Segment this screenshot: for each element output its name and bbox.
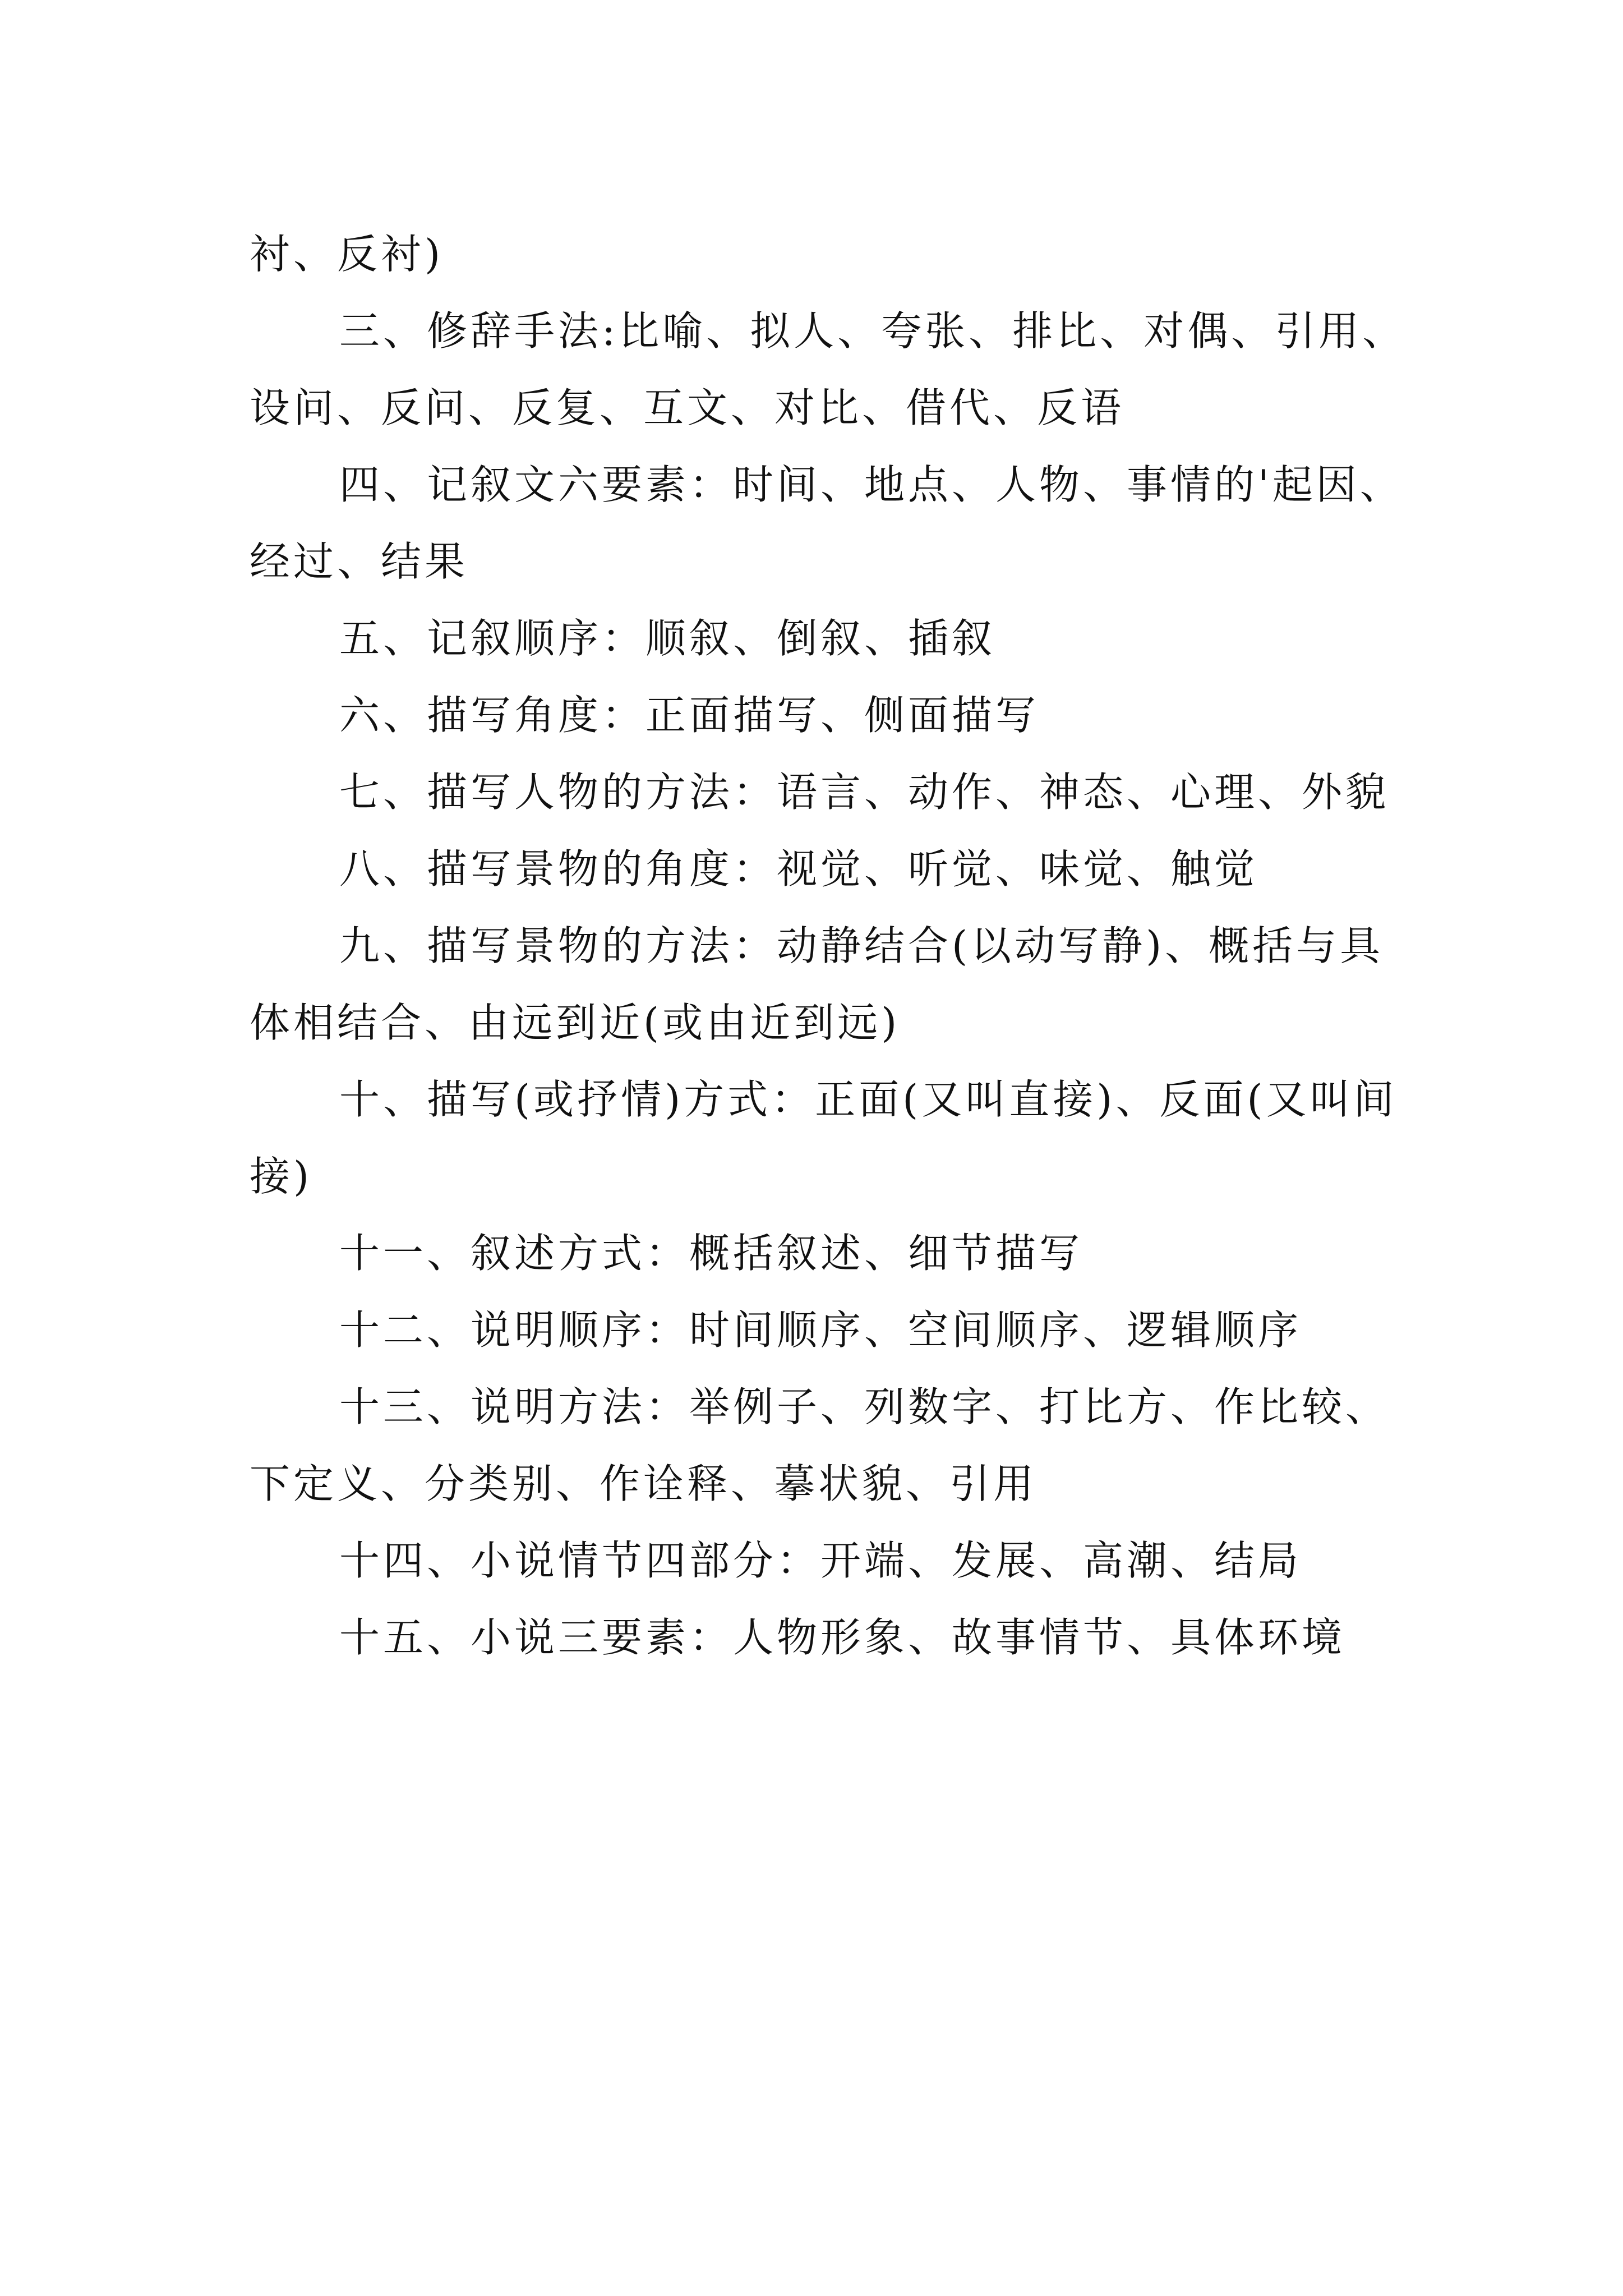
paragraph-rhetoric-devices: 三、修辞手法:比喻、拟人、夸张、排比、对偶、引用、设问、反问、反复、互文、对比、借代、反语 (250, 307, 1407, 431)
paragraph-explanation-order: 十二、说明顺序：时间顺序、空间顺序、逻辑顺序 (339, 1306, 1302, 1354)
paragraph-scenery-methods: 九、描写景物的方法：动静结合(以动写静)、概括与具体相结合、由远到近(或由近到远) (250, 922, 1384, 1046)
paragraph-continuation: 衬、反衬) (250, 231, 444, 278)
paragraph-narrative-elements: 四、记叙文六要素：时间、地点、人物、事情的'起因、经过、结果 (250, 461, 1404, 585)
paragraph-explanation-methods: 十三、说明方法：举例子、列数字、打比方、作比较、下定义、分类别、作诠释、摹状貌、引用 (250, 1383, 1390, 1507)
paragraph-description-angle: 六、描写角度：正面描写、侧面描写 (339, 692, 1040, 739)
paragraph-scenery-angle: 八、描写景物的角度：视觉、听觉、味觉、触觉 (339, 845, 1258, 892)
paragraph-description-mode: 十、描写(或抒情)方式：正面(又叫直接)、反面(又叫间接) (250, 1076, 1398, 1200)
paragraph-narrative-order: 五、记叙顺序：顺叙、倒叙、插叙 (339, 615, 996, 662)
paragraph-plot-parts: 十四、小说情节四部分：开端、发展、高潮、结局 (339, 1537, 1302, 1584)
document-body (250, 216, 1424, 1676)
paragraph-character-methods: 七、描写人物的方法：语言、动作、神态、心理、外貌 (339, 769, 1390, 816)
paragraph-novel-elements: 十五、小说三要素：人物形象、故事情节、具体环境 (339, 1614, 1346, 1661)
paragraph-narration-mode: 十一、叙述方式：概括叙述、细节描写 (339, 1230, 1083, 1277)
